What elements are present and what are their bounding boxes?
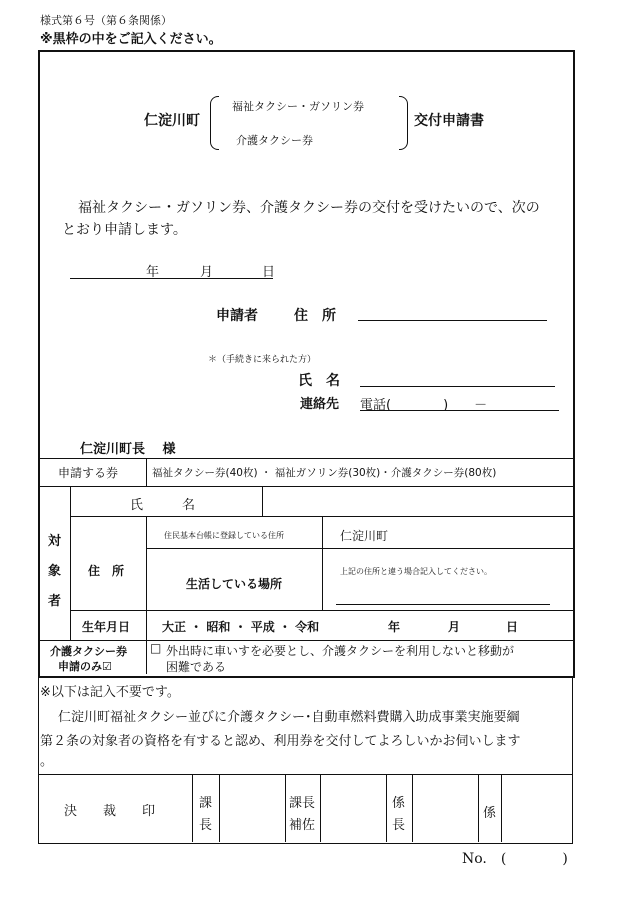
subject-side-1: 対 <box>48 534 62 549</box>
date-month[interactable]: 月 <box>200 265 214 280</box>
kacho-2: 長 <box>199 818 213 833</box>
title-town: 仁淀川町 <box>144 113 200 129</box>
title-suffix: 交付申請書 <box>414 113 484 129</box>
subject-name-field[interactable] <box>263 486 571 515</box>
contact-phone[interactable]: 電話( ) － <box>360 398 488 413</box>
kakaricho-2: 長 <box>392 818 406 833</box>
contact-label: 連絡先 <box>300 397 340 412</box>
office-text-1: 仁淀川町福祉タクシー並びに介護タクシー･自動車燃料費購入助成事業実施要綱 <box>58 710 520 725</box>
footer-number: No. ( ) <box>462 851 568 867</box>
ticket-options[interactable]: 福祉タクシー券(40枚) ・ 福祉ガソリン券(30枚)・介護タクシー券(80枚) <box>152 467 497 479</box>
approval-label: 決 裁 印 <box>64 804 156 819</box>
care-row-label-1: 介護タクシー券 <box>50 645 127 658</box>
care-row-label-2: 申請のみ☑ <box>58 660 112 673</box>
date-underline <box>70 278 273 279</box>
living-place-field[interactable] <box>336 604 550 605</box>
dob-eras[interactable]: 大正 ・ 昭和 ・ 平成 ・ 令和 <box>162 620 320 634</box>
applicant-label: 申請者 <box>216 308 258 324</box>
living-place-note: 上記の住所と違う場合記入してください。 <box>340 567 492 576</box>
ticket-row-label: 申請する券 <box>58 466 119 480</box>
applicant-address-field[interactable] <box>358 320 547 321</box>
body-line-1: 福祉タクシー・ガソリン券、介護タクシー券の交付を受けたいので、次の <box>78 200 540 216</box>
care-text-2: 困難である <box>166 660 227 674</box>
proxy-note: ＊（手続きに来られた方） <box>208 355 317 365</box>
living-place-label: 生活している場所 <box>186 577 283 591</box>
subject-side-2: 象 <box>48 564 62 579</box>
date-day[interactable]: 日 <box>262 265 276 280</box>
office-text-2: 第２条の対象者の資格を有すると認め、利用券を交付してよろしいかお伺いします <box>40 734 521 749</box>
kacho-1: 課 <box>199 796 213 811</box>
applicant-name-label: 氏 名 <box>298 373 340 389</box>
applicant-address-label: 住 所 <box>294 308 336 324</box>
subject-name-label: 氏 名 <box>130 498 196 513</box>
kakaricho-1: 係 <box>392 796 406 811</box>
dob-month[interactable]: 月 <box>448 620 461 634</box>
body-line-2: とおり申請します。 <box>62 222 187 238</box>
dob-label: 生年月日 <box>82 620 131 634</box>
kakari: 係 <box>483 806 497 821</box>
addressee: 仁淀川町長 様 <box>80 442 176 457</box>
contact-phone-underline <box>360 410 559 411</box>
subject-address-label: 住 所 <box>88 564 125 578</box>
dob-year[interactable]: 年 <box>388 620 401 634</box>
care-text-1: 外出時に車いすを必要とし、介護タクシーを利用しないと移動が <box>166 644 515 658</box>
form-number: 様式第６号（第６条関係） <box>40 14 172 27</box>
hosa-1: 課長 <box>289 796 316 811</box>
office-text-3: 。 <box>40 754 54 769</box>
office-note: ※以下は記入不要です。 <box>40 685 180 700</box>
applicant-name-field[interactable] <box>360 386 555 387</box>
fill-instruction: ※黒枠の中をご記入ください。 <box>40 32 222 47</box>
date-year[interactable]: 年 <box>146 265 160 280</box>
subject-side-3: 者 <box>48 594 62 609</box>
left-brace <box>210 96 219 150</box>
registered-address-label: 住民基本台帳に登録している住所 <box>164 531 284 540</box>
right-brace <box>399 96 408 150</box>
title-option-care: 介護タクシー券 <box>236 134 313 147</box>
registered-address-value[interactable]: 仁淀川町 <box>340 529 389 543</box>
title-option-welfare: 福祉タクシー・ガソリン券 <box>232 100 364 113</box>
care-checkbox[interactable]: □ <box>150 641 162 655</box>
hosa-2: 補佐 <box>289 818 316 833</box>
dob-day[interactable]: 日 <box>506 620 519 634</box>
